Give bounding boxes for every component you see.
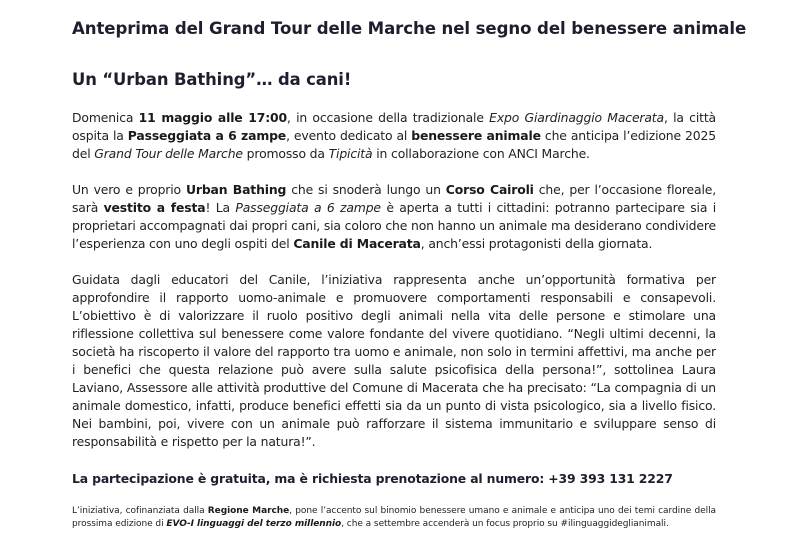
paragraph-intro: Domenica 11 maggio alle 17:00, in occasione della tradizionale Expo Giardinaggio Macerata, la città ospita la Passeggiata a 6 zampe, evento dedicato al benessere animale che anticipa l’edizione 2025 del Grand Tour delle Marche promosso da Tipicità in collaborazione con ANCI Marche. bbox=[72, 110, 716, 161]
paragraph-booking: La partecipazione è gratuita, ma è richiesta prenotazione al numero: +39 393 131 2227 bbox=[72, 471, 673, 486]
paragraph-urban-bathing: Un vero e proprio Urban Bathing che si snoderà lungo un Corso Cairoli che, per l’occasione floreale, sarà vestito a festa! La Passeggiata a 6 zampe è aperta a tutti i cittadini: potranno partecipare sia i proprietari accompagnati dai propri cani, sia coloro che non hanno un animale ma desiderano condividere l’esperienza con uno degli ospiti del Canile di Macerata, anch’essi protagonisti della giornata. bbox=[72, 182, 717, 251]
paragraph-educators: Guidata dagli educatori del Canile, l’iniziativa rappresenta anche un’opportunità formativa per approfondire il rapporto uomo-animale e promuovere comportamenti responsabili e consapevoli. L’obiettivo è di valorizzare il ruolo positivo degli animali nella vita delle persone e stimolare una riflessione collettiva sul benessere come valore fondante del vivere quotidiano. “Negli ultimi decenni, la società ha riscoperto il valore del rapporto tra uomo e animale, non solo in termini affettivi, ma anche per i benefici che questa relazione può avere sulla salute psicofisica della persona!”, sottolinea Laura Laviano, Assessore alle attività produttive del Comune di Macerata che ha precisato: “La compagnia di un animale domestico, infatti, produce benefici effetti sia da un punto di vista psicologico, sia a livello fisico. Nei bambini, poi, vivere con un animale può rafforzare il sistema immunitario e sviluppare senso di responsabilità e rispetto per la natura!”. bbox=[72, 272, 716, 449]
article-title: Anteprima del Grand Tour delle Marche nel segno del benessere animale bbox=[72, 19, 747, 38]
article-subtitle: Un “Urban Bathing”… da cani! bbox=[72, 70, 352, 89]
footnote: L’iniziativa, cofinanziata dalla Regione Marche, pone l’accento sul binomio benessere umano e animale e anticipa uno dei temi cardine della prossima edizione di EVO-I linguaggi del terzo millennio, che a settembre accenderà un focus proprio su #ilinguaggideglianimali. bbox=[72, 506, 716, 529]
